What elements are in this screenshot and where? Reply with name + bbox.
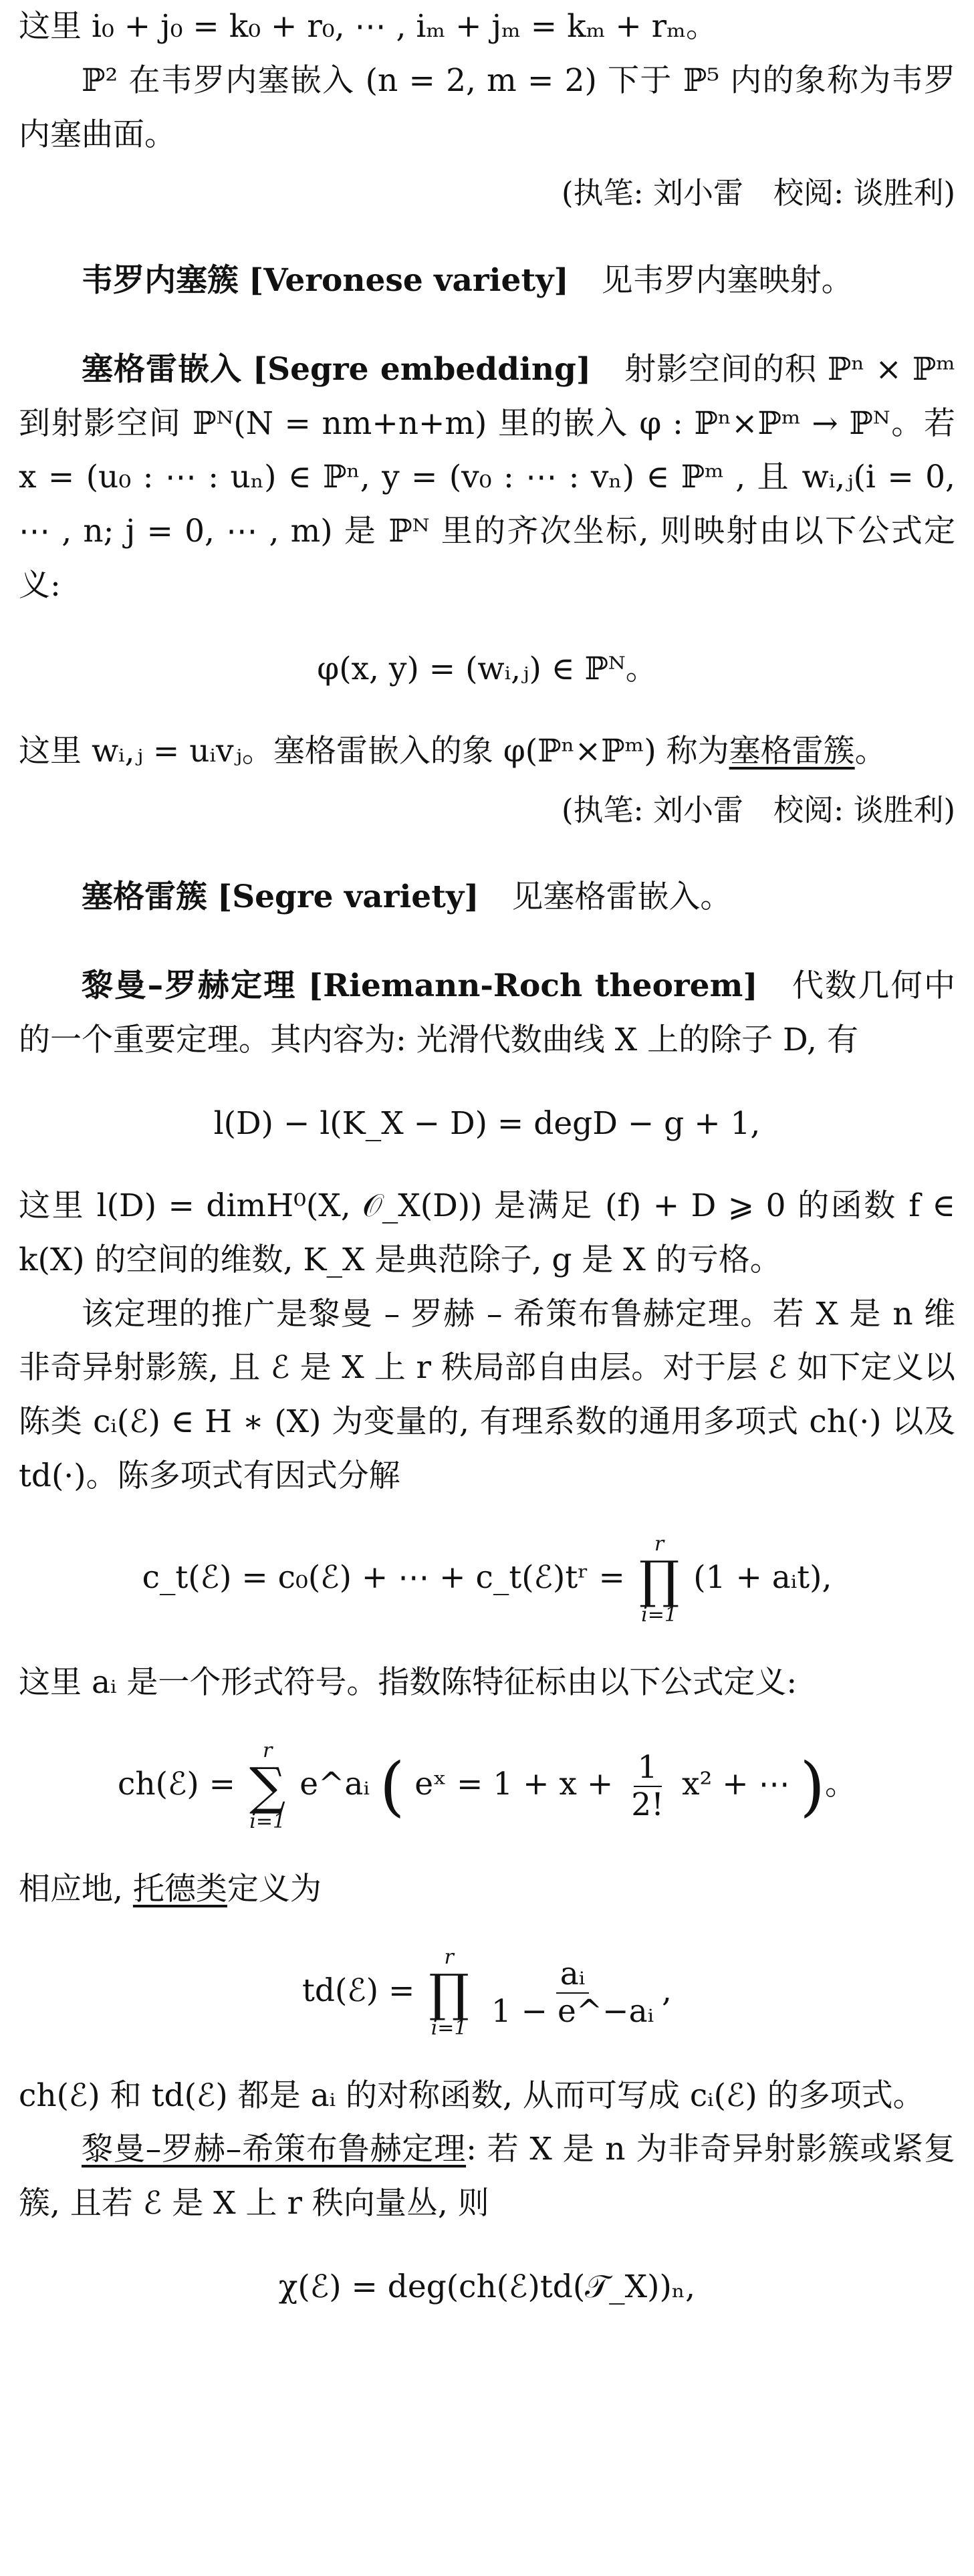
summand: e^aᵢ (299, 1765, 370, 1802)
formula-rhs: (1 + aᵢt), (693, 1558, 832, 1596)
entry-body: 射影空间的积 ℙⁿ × ℙᵐ 到射影空间 ℙᴺ(N = nm+n+m) 里的嵌入 φ : ℙⁿ×ℙᵐ → ℙᴺ。若 x = (u₀ : ⋯ : uₙ) ∈ ℙⁿ, y = (v₀ : ⋯ : vₙ) ∈ ℙᵐ , 且 wᵢ,ⱼ(i = 0, ⋯ , n; j = 0, ⋯ , m) 是 ℙᴺ 里的齐次坐标, 则映射由以下公式定义: (19, 350, 955, 604)
term-link-todd-class[interactable]: 托德类 (132, 1870, 227, 1907)
product-lower-limit: i=1 (641, 1603, 677, 1627)
entry-segre-variety (19, 870, 955, 925)
exp-series: eˣ = 1 + x + (414, 1765, 614, 1802)
formula-segre-map: φ(x, y) = (wᵢ,ⱼ) ∈ ℙᴺ。 (317, 650, 657, 687)
signature: (执笔: 刘小雷 校阅: 谈胜利) (561, 792, 955, 828)
fraction-denominator: 1 − e^−aᵢ (491, 1992, 654, 2030)
text: 相应地, (19, 1870, 123, 1907)
formula-chern-polynomial (19, 1534, 955, 1625)
formula-end: 。 (824, 1765, 856, 1802)
product-symbol: ∏ (429, 1962, 469, 2022)
formal-symbol-explanation: 这里 aᵢ 是一个形式符号。指数陈特征标由以下公式定义: (19, 1663, 798, 1701)
todd-class-intro (19, 1863, 955, 1917)
fraction-denominator: 2! (631, 1786, 664, 1823)
headword-english: [Segre embedding] (252, 350, 592, 388)
veronese-surface-paragraph: ℙ² 在韦罗内塞嵌入 (n = 2, m = 2) 下于 ℙ⁵ 内的象称为韦罗内塞曲面。 (19, 62, 955, 153)
headword-english: [Veronese variety] (248, 261, 569, 299)
product-lower-limit: i=1 (431, 2016, 467, 2040)
formula-hrr: χ(ℰ) = deg(ch(ℰ)td(𝒯_X))ₙ, (278, 2268, 696, 2306)
left-paren: ( (379, 1748, 405, 1824)
formula-riemann-roch: l(D) − l(K_X − D) = degD − g + 1, (213, 1104, 761, 1142)
formula-todd-class (19, 1945, 955, 2040)
product-upper-limit: r (444, 1945, 454, 1969)
fraction-numerator: 1 (634, 1750, 662, 1787)
generalization-paragraph: 该定理的推广是黎曼 – 罗赫 – 希策布鲁赫定理。若 X 是 n 维非奇异射影簇, 且 ℰ 是 X 上 r 秩局部自由层。对于层 ℰ 如下定义以陈类 cᵢ(ℰ) ∈ H ∗ (X) 为变量的, 有理系数的通用多项式 ch(·) 以及 td(·)。陈多项式有因式分解 (19, 1295, 955, 1495)
text: 定义为 (227, 1870, 322, 1907)
signature: (执笔: 刘小雷 校阅: 谈胜利) (561, 175, 955, 211)
headword-english: [Segre variety] (217, 879, 479, 916)
product-operator (639, 1534, 680, 1625)
headword-english: [Riemann-Roch theorem] (308, 967, 758, 1005)
entry-riemann-roch (19, 959, 955, 1068)
intro-line: 这里 i₀ + j₀ = k₀ + r₀, ⋯ , iₘ + jₘ = kₘ + rₘ。 (19, 8, 717, 45)
sum-upper-limit: r (262, 1738, 273, 1762)
entry-body: 代数几何中的一个重要定理。其内容为: 光滑代数曲线 X 上的除子 D, 有 (19, 967, 956, 1058)
formula-chern-character (19, 1738, 955, 1833)
sum-lower-limit: i=1 (249, 1809, 286, 1833)
sum-symbol: ∑ (249, 1756, 286, 1816)
fraction (487, 1956, 658, 2030)
product-operator (429, 1945, 469, 2040)
product-symbol: ∏ (638, 1549, 680, 1609)
fraction (627, 1750, 668, 1823)
hrr-theorem-paragraph (19, 2123, 955, 2231)
headword: 塞格雷嵌入 (82, 350, 242, 388)
term-link-segre-variety[interactable]: 塞格雷簇 (729, 733, 855, 770)
series-tail: x² + ⋯ (681, 1765, 790, 1802)
entry-segre-embedding (19, 343, 955, 613)
cross-reference: 见塞格雷嵌入。 (511, 879, 732, 916)
entry-veronese-variety (19, 254, 955, 308)
text: 。 (854, 733, 886, 770)
fraction-numerator: aᵢ (556, 1956, 589, 1994)
headword: 韦罗内塞簇 (82, 261, 239, 299)
riemann-roch-explanation: 这里 l(D) = dimH⁰(X, 𝒪_X(D)) 是满足 (f) + D ⩾ 0 的函数 f ∈ k(X) 的空间的维数, K_X 是典范除子, g 是 X 的亏格。 (19, 1187, 955, 1278)
formula-lhs: ch(ℰ) = (118, 1765, 236, 1802)
symmetric-function-paragraph: ch(ℰ) 和 td(ℰ) 都是 aᵢ 的对称函数, 从而可写成 cᵢ(ℰ) 的多项式。 (19, 2077, 925, 2114)
headword: 黎曼–罗赫定理 (82, 967, 297, 1005)
right-paren: ) (800, 1748, 825, 1824)
cross-reference: 见韦罗内塞映射。 (601, 261, 853, 299)
formula-lhs: td(ℰ) = (301, 1972, 415, 2009)
sum-operator (249, 1738, 286, 1833)
segre-explanation (19, 725, 955, 779)
formula-lhs: c_t(ℰ) = c₀(ℰ) + ⋯ + c_t(ℰ)tʳ = (142, 1558, 625, 1596)
text: : 若 X 是 n 为非奇异射影簇或紧复簇, 且若 ℰ 是 X 上 r 秩向量丛, 则 (19, 2131, 956, 2222)
headword: 塞格雷簇 (82, 879, 207, 916)
term-link-hrr-theorem[interactable]: 黎曼–罗赫–希策布鲁赫定理 (82, 2131, 467, 2168)
product-upper-limit: r (654, 1532, 664, 1556)
text: 这里 wᵢ,ⱼ = uᵢvⱼ。塞格雷嵌入的象 φ(ℙⁿ×ℙᵐ) 称为 (19, 733, 729, 770)
formula-end: , (662, 1972, 672, 2009)
